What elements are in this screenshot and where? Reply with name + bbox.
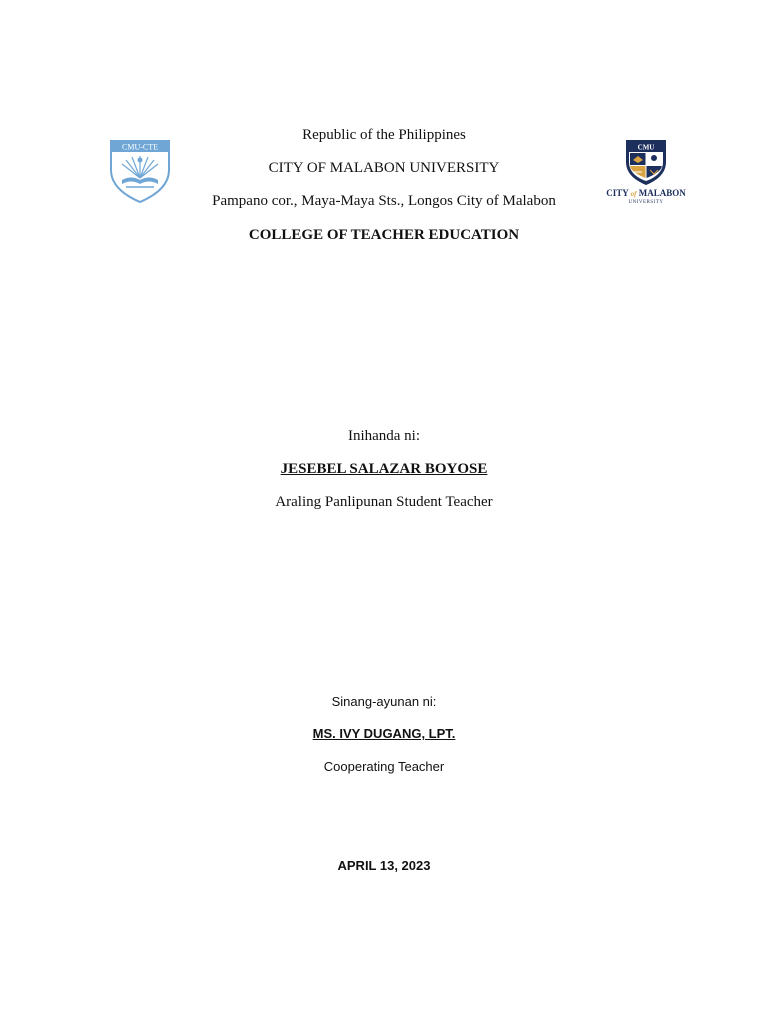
header-republic: Republic of the Philippines — [302, 127, 466, 143]
cmu-name-city: CITY — [606, 188, 629, 198]
cmu-cte-logo-text: CMU-CTE — [122, 142, 158, 152]
prepared-role: Araling Panlipunan Student Teacher — [275, 494, 493, 510]
cmu-name-of: of — [630, 190, 637, 198]
header-university: CITY OF MALABON UNIVERSITY — [268, 160, 500, 176]
document-date: APRIL 13, 2023 — [337, 858, 431, 873]
approved-label: Sinang-ayunan ni: — [331, 694, 437, 709]
cmu-badge-text: CMU — [637, 143, 655, 152]
prepared-label: Inihanda ni: — [347, 428, 421, 444]
cmu-name-malabon: MALABON — [638, 188, 686, 198]
header-address: Pampano cor., Maya-Maya Sts., Longos City of Malabon — [212, 193, 556, 209]
approved-name: MS. IVY DUGANG, LPT. — [312, 726, 456, 741]
prepared-name: JESEBEL SALAZAR BOYOSE — [280, 461, 488, 477]
header-college: COLLEGE OF TEACHER EDUCATION — [248, 227, 520, 243]
cmu-name-university: UNIVERSITY — [628, 200, 664, 205]
approved-role: Cooperating Teacher — [323, 759, 445, 774]
